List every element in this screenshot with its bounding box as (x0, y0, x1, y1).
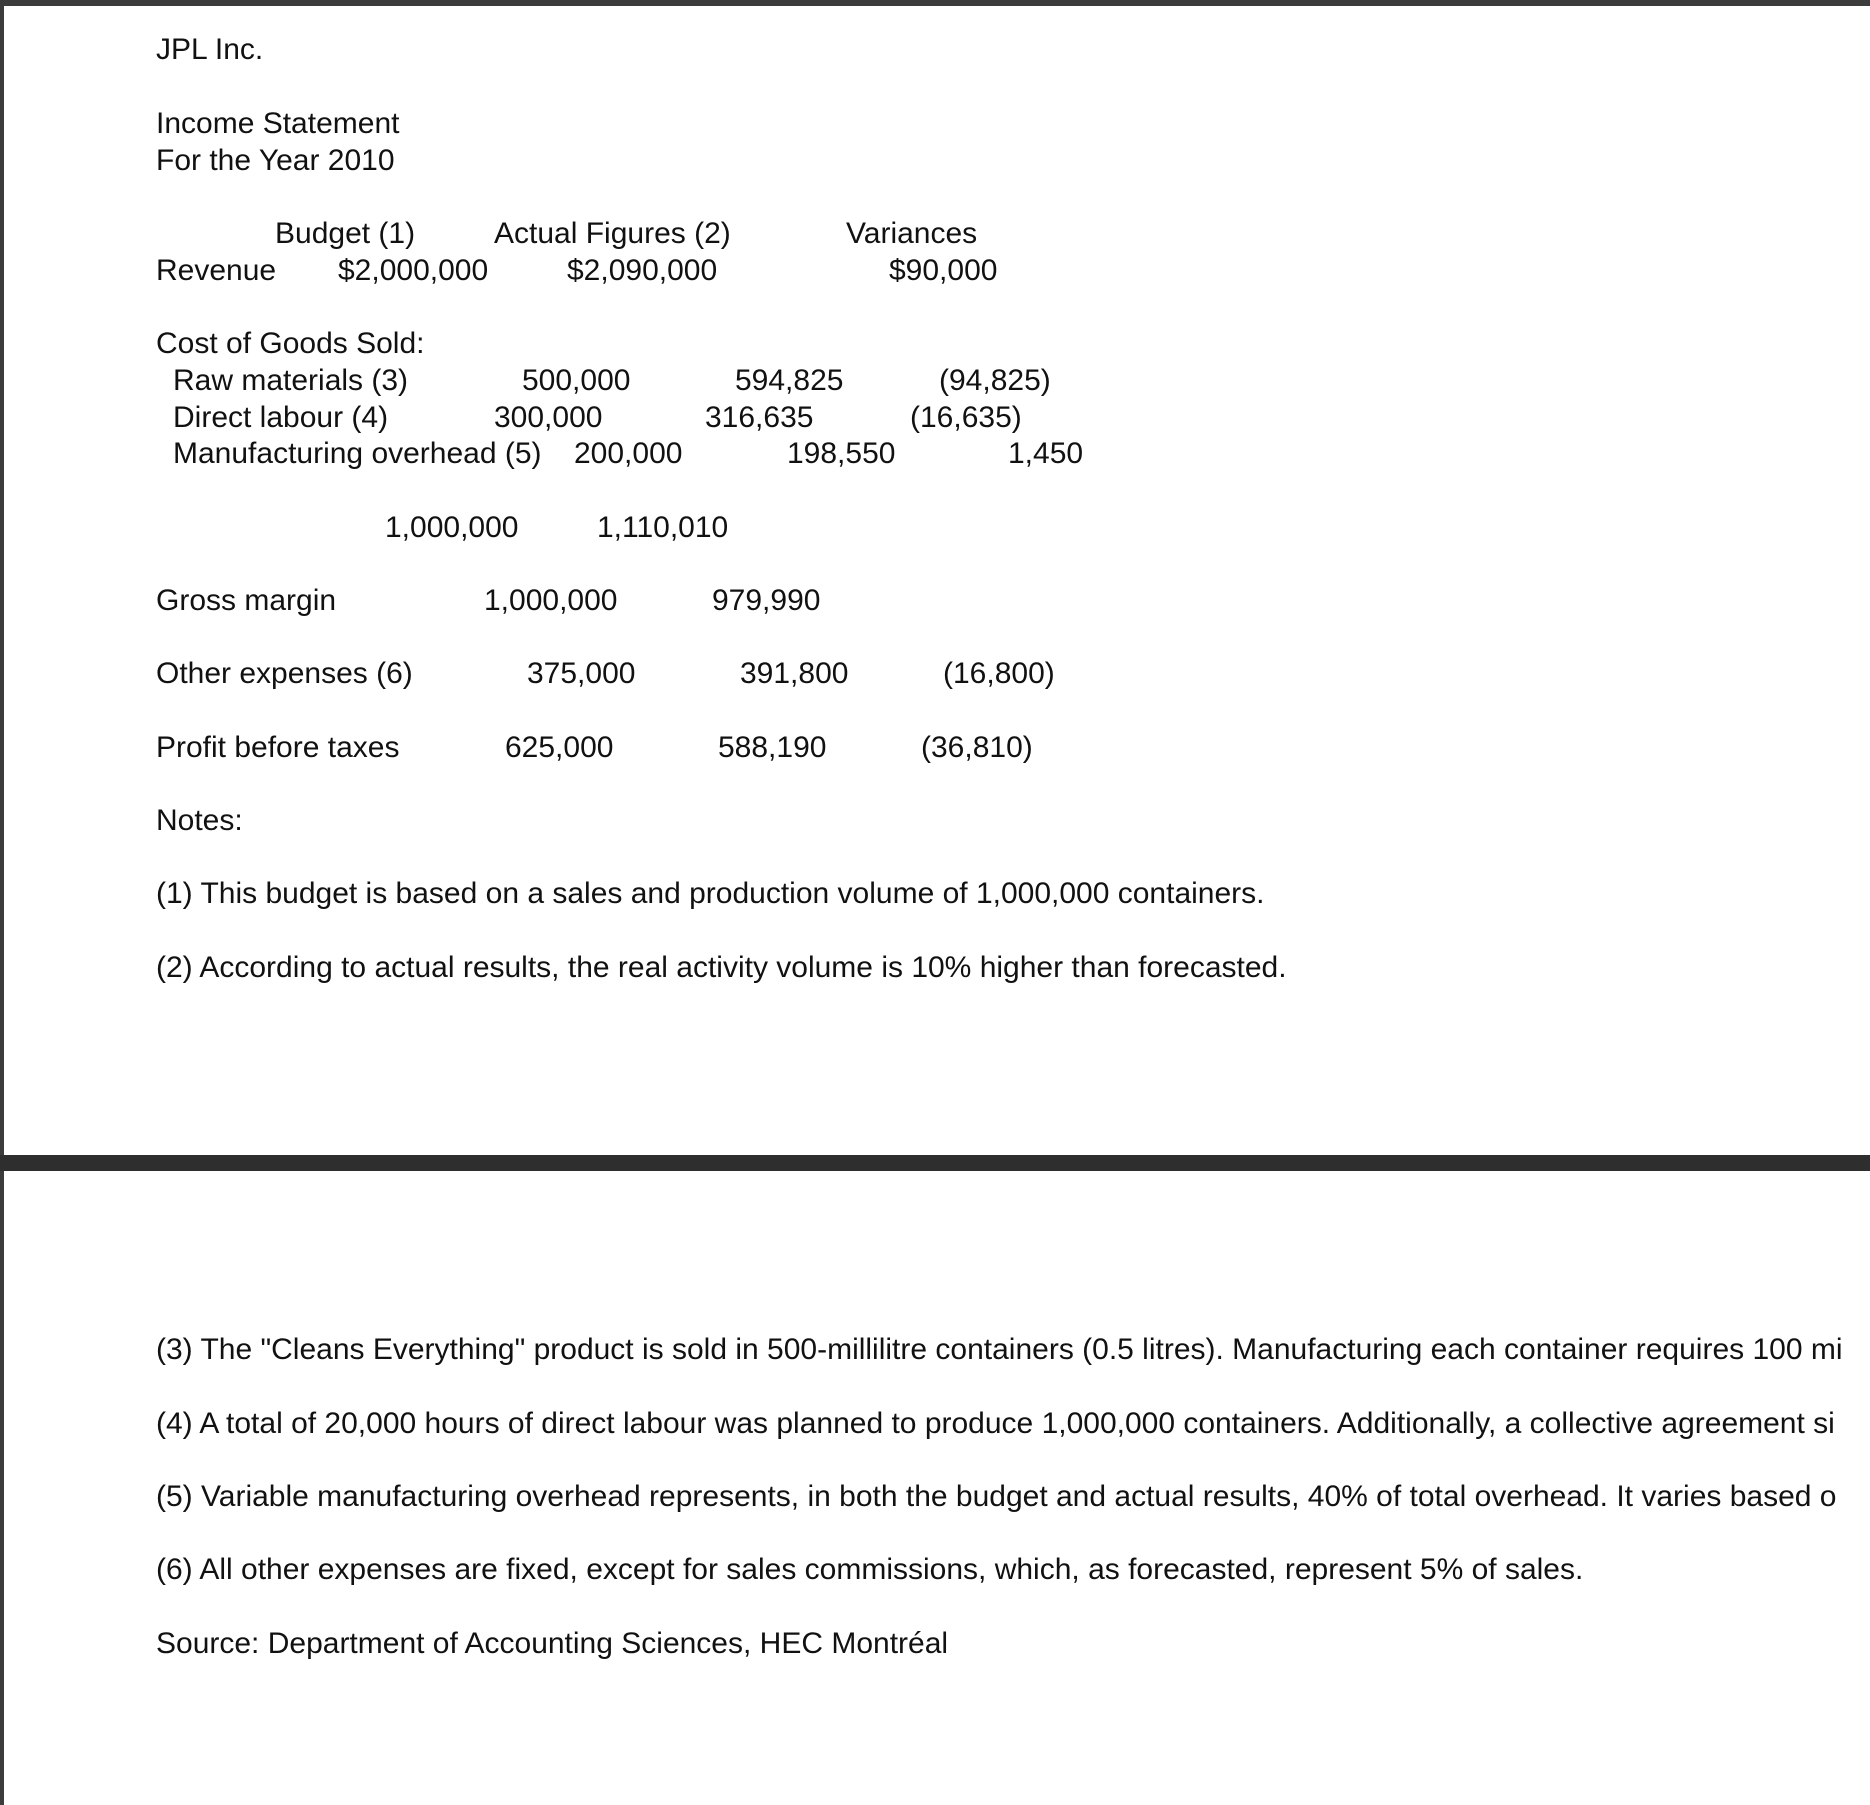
cogs-heading: Cost of Goods Sold: (156, 327, 425, 360)
note-5: (5) Variable manufacturing overhead represents, in both the budget and actual results, 40% of total overhead. It varies based o (156, 1480, 1837, 1513)
gross-margin-budget: 1,000,000 (484, 584, 618, 617)
revenue-actual: $2,090,000 (567, 254, 718, 287)
profit-budget: 625,000 (505, 731, 614, 764)
company-name: JPL Inc. (156, 33, 264, 66)
profit-actual: 588,190 (718, 731, 827, 764)
revenue-label: Revenue (156, 254, 277, 287)
note-6: (6) All other expenses are fixed, except for sales commissions, which, as forecasted, represent 5% of sales. (156, 1553, 1584, 1586)
direct-labour-budget: 300,000 (494, 401, 603, 434)
overhead-variance: 1,450 (1008, 437, 1084, 470)
revenue-budget: $2,000,000 (338, 254, 489, 287)
statement-period: For the Year 2010 (156, 144, 395, 177)
overhead-label: Manufacturing overhead (5) (173, 437, 542, 470)
note-3: (3) The "Cleans Everything" product is sold in 500-millilitre containers (0.5 litres). Manufacturing each container requires 100 mi (156, 1333, 1843, 1366)
other-expenses-variance: (16,800) (943, 657, 1055, 690)
profit-variance: (36,810) (921, 731, 1033, 764)
other-expenses-label: Other expenses (6) (156, 657, 413, 690)
overhead-actual: 198,550 (787, 437, 896, 470)
source-note: Source: Department of Accounting Sciences, HEC Montréal (156, 1627, 949, 1660)
notes-heading: Notes: (156, 804, 243, 837)
profit-label: Profit before taxes (156, 731, 400, 764)
overhead-budget: 200,000 (574, 437, 683, 470)
page-frame-top (0, 0, 1870, 6)
gross-margin-label: Gross margin (156, 584, 337, 617)
direct-labour-actual: 316,635 (705, 401, 814, 434)
raw-materials-budget: 500,000 (522, 364, 631, 397)
column-header-actual: Actual Figures (2) (494, 217, 731, 250)
statement-title: Income Statement (156, 107, 400, 140)
gross-margin-actual: 979,990 (712, 584, 821, 617)
note-4: (4) A total of 20,000 hours of direct labour was planned to produce 1,000,000 containers. Additionally, a collective agreement si (156, 1407, 1835, 1440)
raw-materials-variance: (94,825) (939, 364, 1051, 397)
page-separator (0, 1155, 1870, 1171)
raw-materials-label: Raw materials (3) (173, 364, 409, 397)
direct-labour-variance: (16,635) (910, 401, 1022, 434)
cogs-total-budget: 1,000,000 (385, 511, 519, 544)
other-expenses-actual: 391,800 (740, 657, 849, 690)
column-header-budget: Budget (1) (275, 217, 416, 250)
column-header-variances: Variances (846, 217, 978, 250)
note-2: (2) According to actual results, the real activity volume is 10% higher than forecasted. (156, 951, 1287, 984)
direct-labour-label: Direct labour (4) (173, 401, 389, 434)
page-frame-left (0, 0, 4, 1805)
cogs-total-actual: 1,110,010 (597, 511, 729, 544)
raw-materials-actual: 594,825 (735, 364, 844, 397)
other-expenses-budget: 375,000 (527, 657, 636, 690)
note-1: (1) This budget is based on a sales and production volume of 1,000,000 containers. (156, 877, 1265, 910)
revenue-variance: $90,000 (889, 254, 998, 287)
